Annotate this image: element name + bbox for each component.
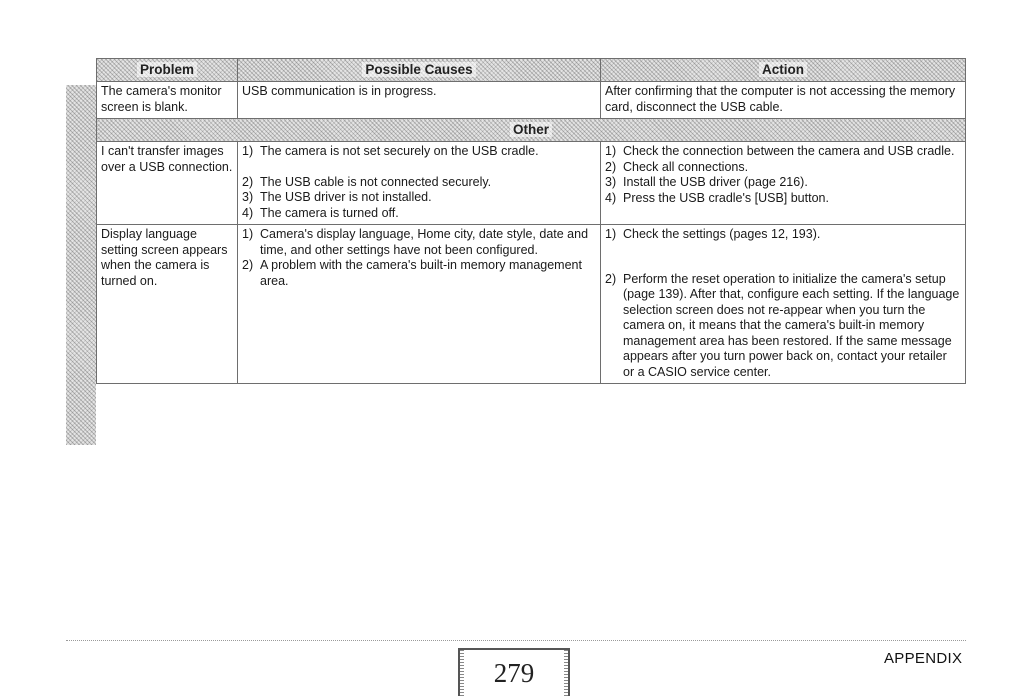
section-heading-other: Other — [97, 119, 966, 142]
list-item: 2) A problem with the camera's built-in memory management area. — [242, 258, 582, 288]
list-item: 4) Press the USB cradle's [USB] button. — [605, 190, 829, 205]
list-item: 2) Check all connections. — [605, 159, 749, 174]
list-item: 2) Perform the reset operation to initialize the camera's setup (page 139). After that, configure each setting. If the language selection screen does not re-appear when you turn the camera on, it means that the camera's built-in memory management area has been restored. If the same message appears after you turn power back on, contact your retailer or a CASIO service center. — [605, 271, 960, 379]
list-item: 3) Install the USB driver (page 216). — [605, 175, 808, 189]
header-possible-causes: Possible Causes — [238, 59, 601, 82]
list-item: 1) Check the connection between the camera and USB cradle. — [605, 144, 955, 158]
cause-cell: USB communication is in progress. — [238, 82, 601, 119]
page-number: 279 — [493, 658, 535, 688]
footer-divider — [66, 640, 966, 641]
header-problem: Problem — [97, 59, 238, 82]
cause-cell — [238, 142, 601, 225]
table-row — [97, 225, 966, 384]
side-shade-strip — [66, 85, 96, 445]
action-cell — [601, 142, 966, 225]
list-item: 1) Check the settings (pages 12, 193). — [605, 227, 821, 241]
troubleshooting-table — [96, 58, 966, 384]
table-row — [97, 82, 966, 119]
list-item: 1) Camera's display language, Home city, date style, date and time, and other settings have not been configured. — [242, 227, 589, 257]
list-item: 2) The USB cable is not connected securely. — [242, 174, 492, 189]
section-row-other — [97, 119, 966, 142]
list-item: 1) The camera is not set securely on the USB cradle. — [242, 144, 539, 158]
list-item: 4) The camera is turned off. — [242, 205, 399, 220]
page-number-box — [458, 648, 570, 696]
header-action: Action — [601, 59, 966, 82]
action-cell: After confirming that the computer is not accessing the memory card, disconnect the USB cable. — [601, 82, 966, 119]
cause-cell — [238, 225, 601, 384]
problem-cell: I can't transfer images over a USB connection. — [97, 142, 238, 225]
action-cell — [601, 225, 966, 384]
problem-cell: The camera's monitor screen is blank. — [97, 82, 238, 119]
list-item: 3) The USB driver is not installed. — [242, 190, 432, 204]
header-row — [97, 59, 966, 82]
table-row — [97, 142, 966, 225]
problem-cell: Display language setting screen appears when the camera is turned on. — [97, 225, 238, 384]
section-label: APPENDIX — [884, 650, 963, 667]
